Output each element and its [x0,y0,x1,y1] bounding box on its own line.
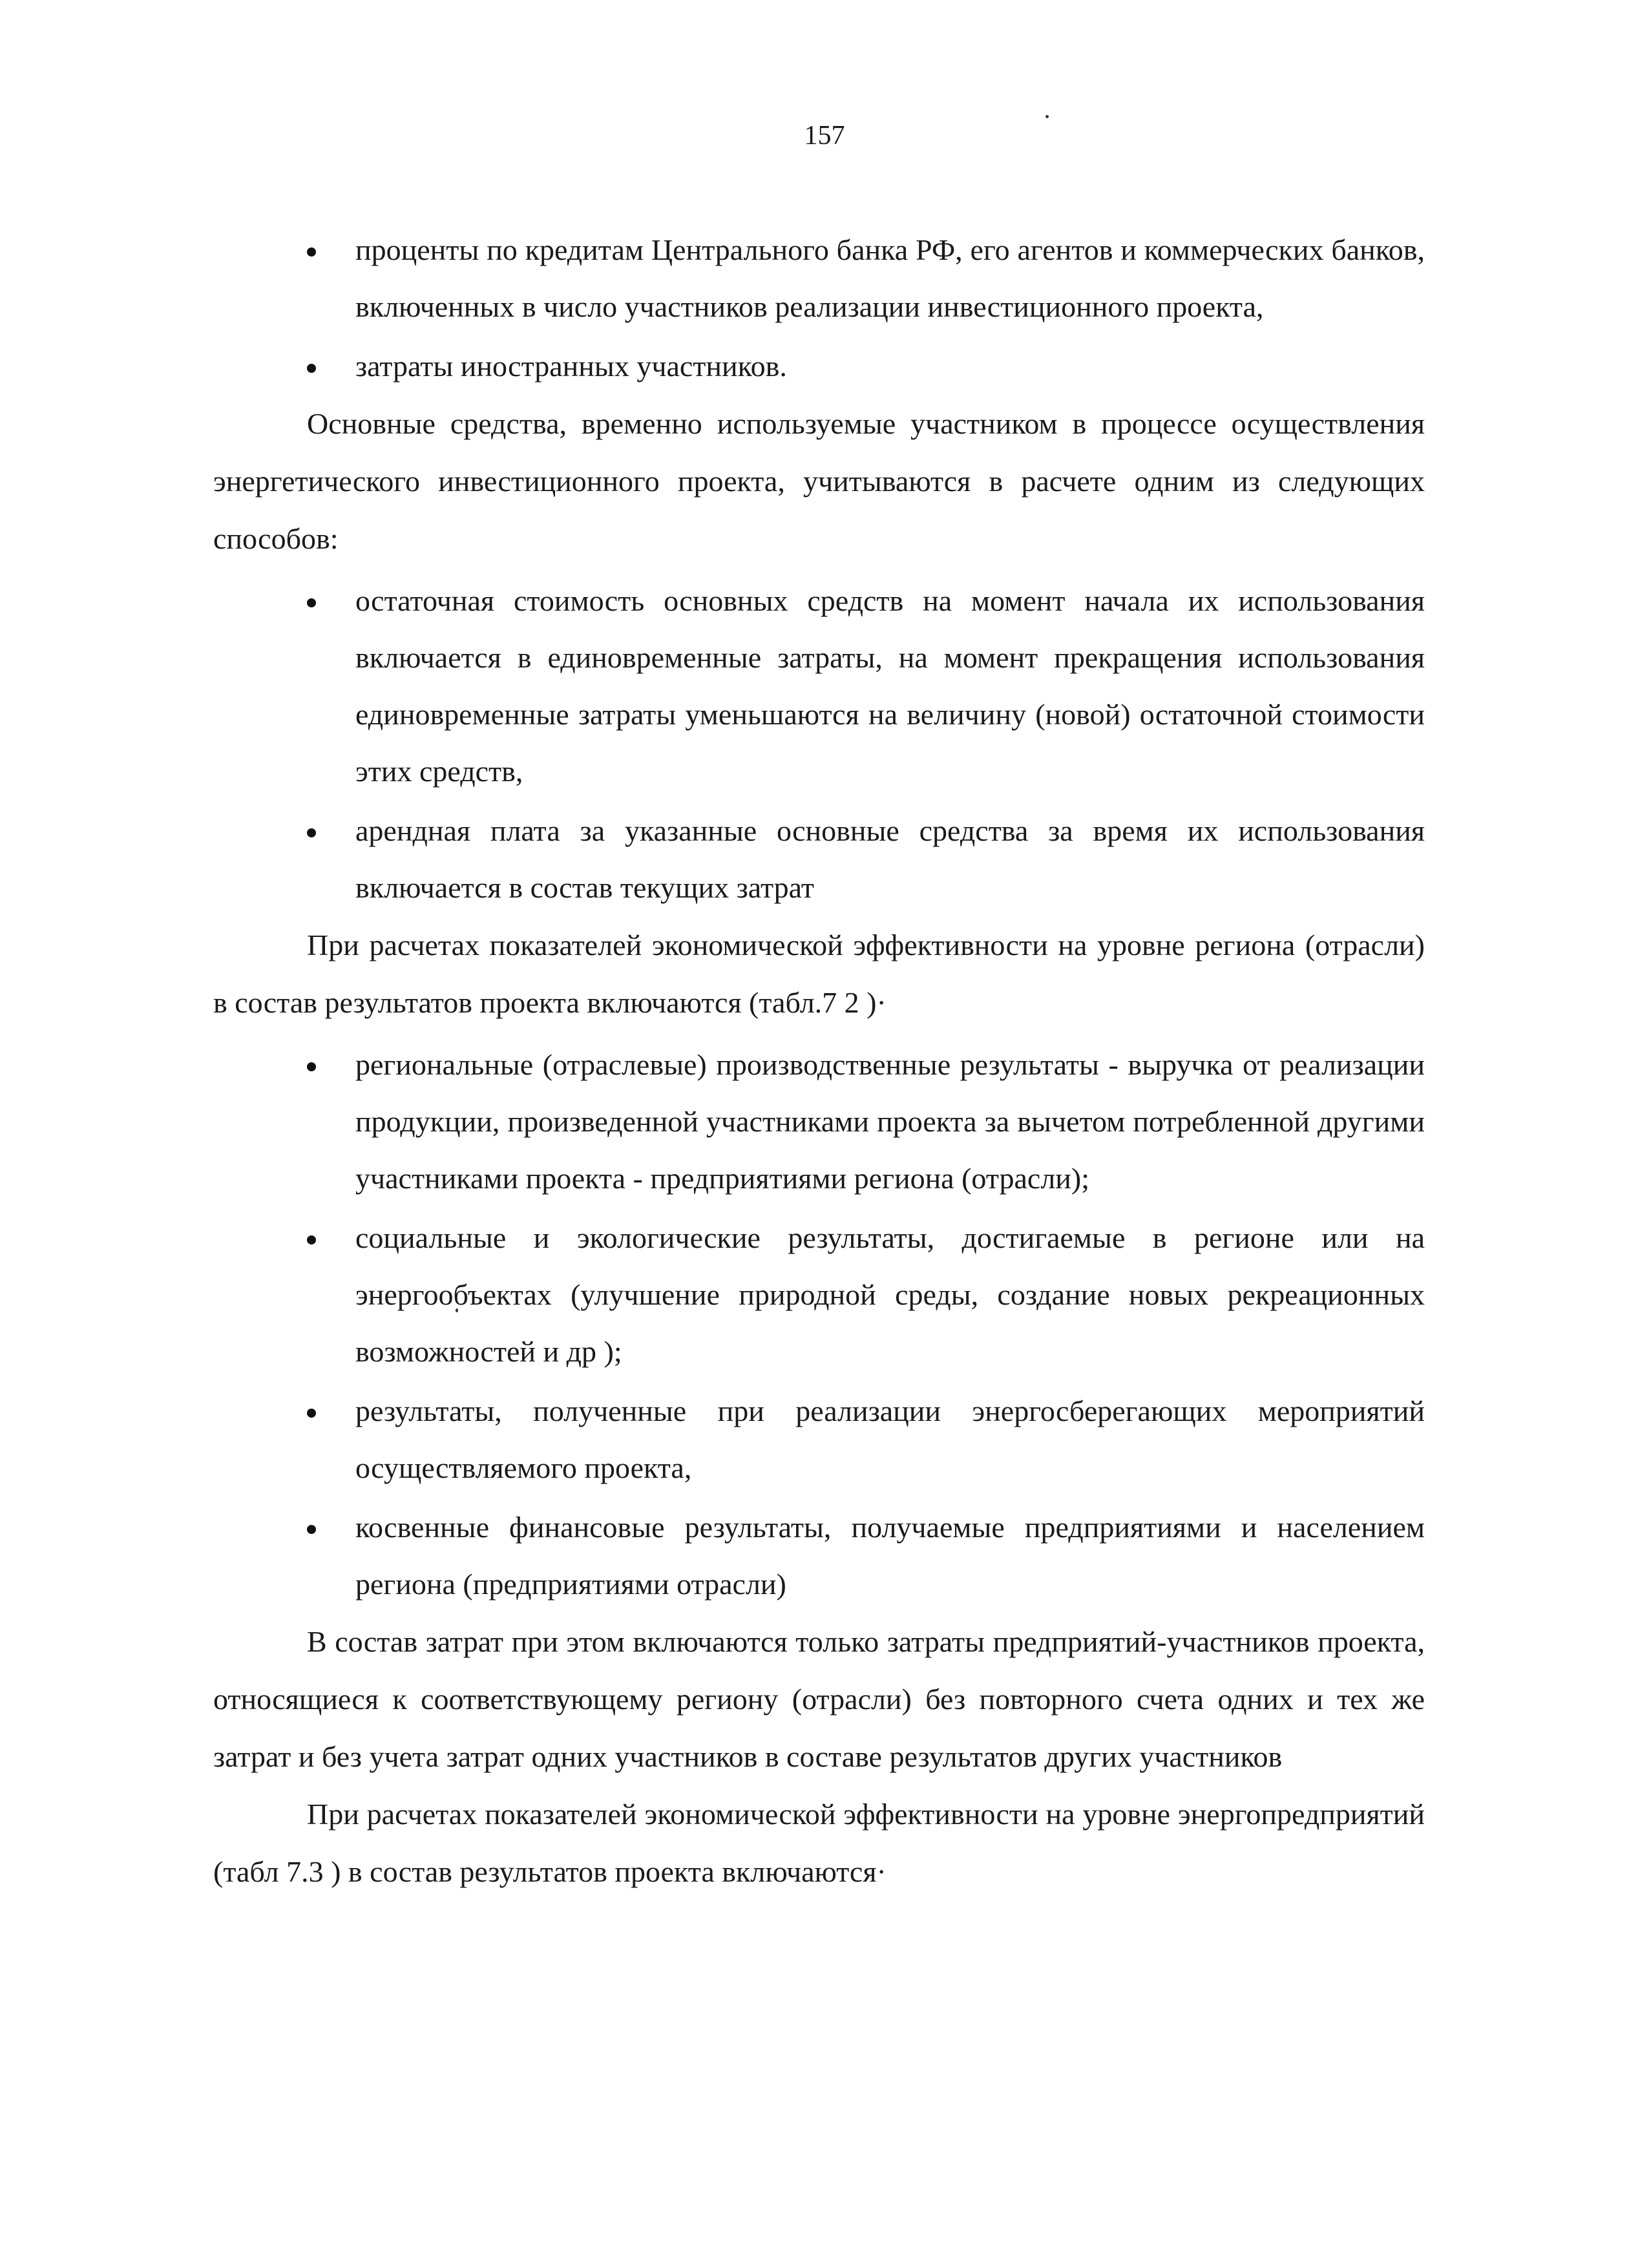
bullet-dot-icon [307,247,316,257]
bullet-item [213,803,1425,916]
bullet-item [213,1036,1425,1207]
paragraph: При расчетах показателей экономической эффективности на уровне региона (отрасли) в состав результатов проекта включаются (табл.7 2 )· [213,929,1425,1019]
bullet-text: результаты, полученные при реализации энергосберегающих мероприятий осуществляемого проекта, [355,1394,1425,1484]
bullet-dot-icon [307,1409,316,1418]
bullet-dot-icon [307,598,316,607]
bullet-text: арендная плата за указанные основные средства за время их использования включается в состав текущих затрат [355,814,1425,904]
bullet-item [213,338,1425,395]
bullet-dot-icon [307,1235,316,1244]
document-body [213,222,1425,1900]
bullet-item [213,1499,1425,1613]
bullet-dot-icon [307,1062,316,1071]
bullet-dot-icon [307,1525,316,1534]
bullet-item [213,572,1425,800]
bullet-item [213,222,1425,335]
bullet-text: региональные (отраслевые) производственные результаты - выручка от реализации продукции, произведенной участниками проекта за вычетом потребленной другими участниками проекта - предприятиями региона (отрасли); [355,1048,1425,1195]
paragraph: Основные средства, временно используемые участником в процессе осуществления энергетического инвестиционного проекта, учитываются в расчете одним из следующих способов: [213,407,1425,555]
bullet-text: остаточная стоимость основных средств на момент начала их использования включается в единовременные затраты, на момент прекращения использования единовременные затраты уменьшаются на величину (новой) остаточной стоимости этих средств, [355,584,1425,788]
bullet-text: проценты по кредитам Центрального банка РФ, его агентов и коммерческих банков, включенных в число участников реализации инвестиционного проекта, [355,233,1425,323]
bullet-dot-icon [307,828,316,837]
paragraph: При расчетах показателей экономической эффективности на уровне энергопредприятий (табл 7.3 ) в состав результатов проекта включаются· [213,1798,1425,1888]
bullet-item [213,1383,1425,1496]
scan-speck [1045,115,1049,118]
bullet-text: затраты иностранных участников. [355,350,787,383]
paragraph: В состав затрат при этом включаются только затраты предприятий-участников проекта, относящиеся к соответствующему региону (отрасли) без повторного счета одних и тех же затрат и без учета затрат одних участников в составе результатов других участников [213,1625,1425,1773]
bullet-item [213,1210,1425,1380]
bullet-dot-icon [307,364,316,373]
bullet-text: социальные и экологические результаты, достигаемые в регионе или на энергообъектах (улучшение природной среды, создание новых рекреационных возможностей и др ); [355,1221,1425,1368]
bullet-text: косвенные финансовые результаты, получаемые предприятиями и населением региона (предприятиями отрасли) [355,1511,1425,1601]
page-number: 157 [804,121,845,151]
